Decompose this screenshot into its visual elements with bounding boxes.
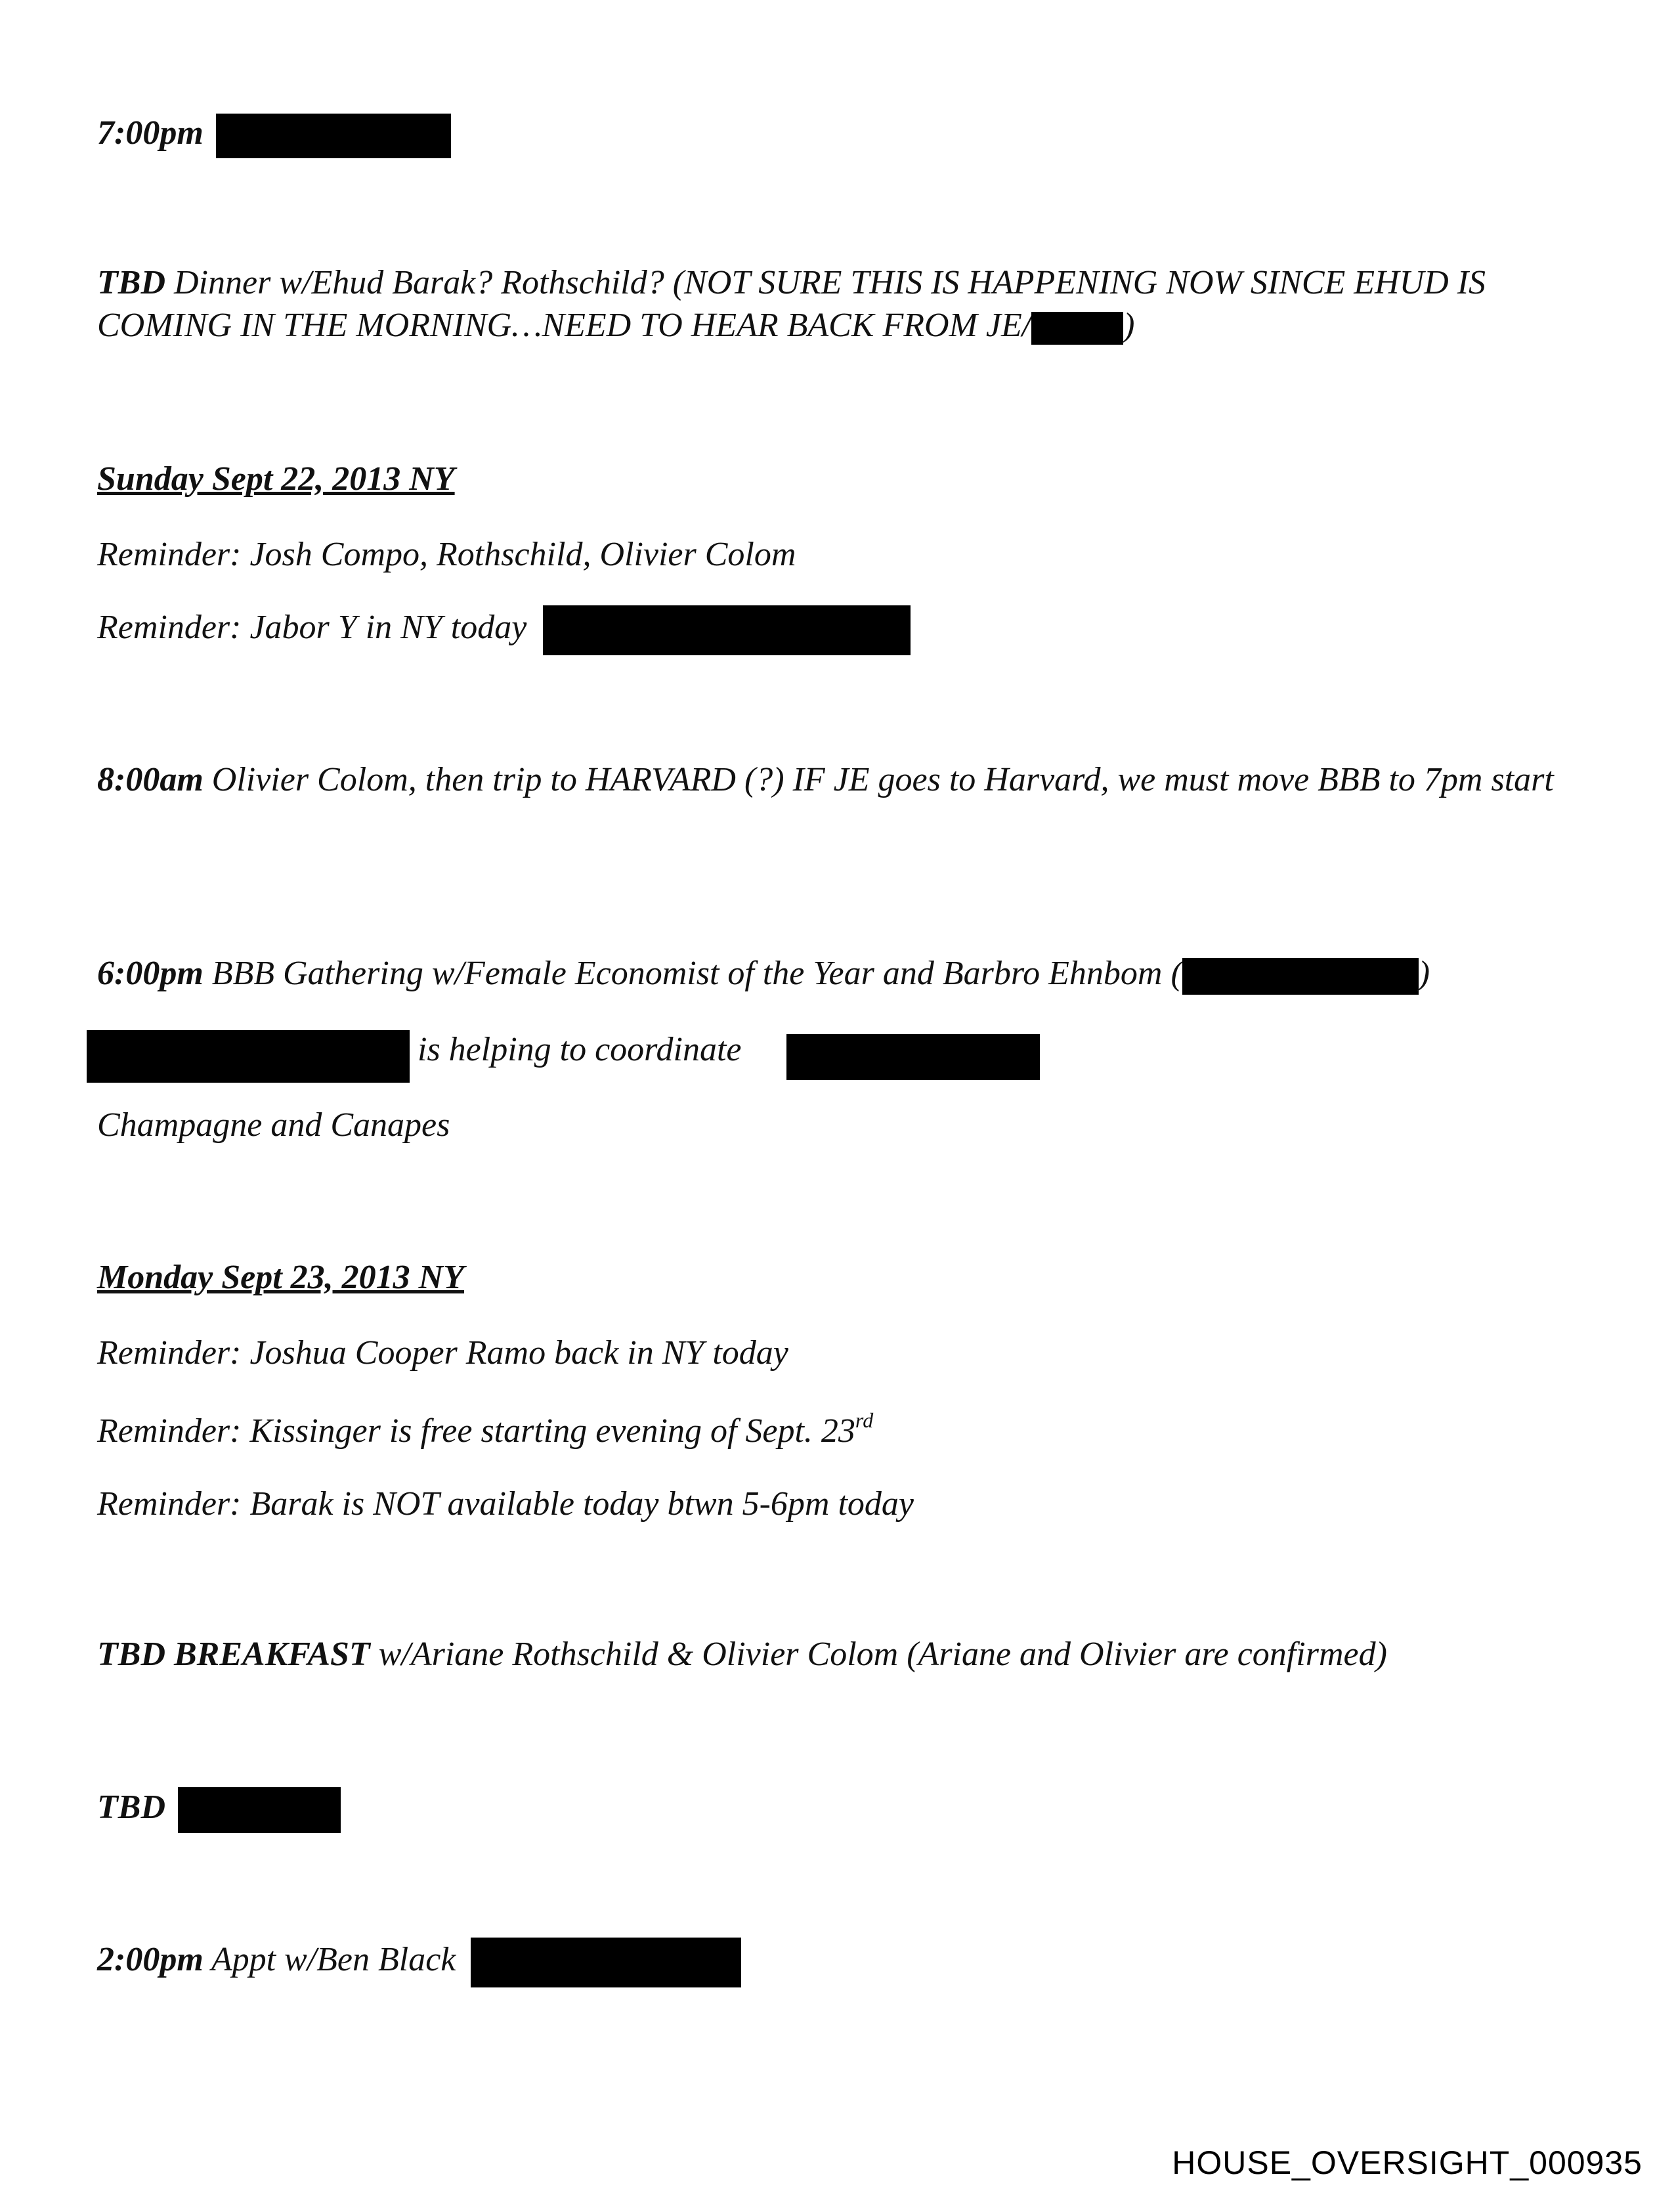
reminder-line-jabor <box>97 605 911 655</box>
redaction-box <box>178 1787 341 1833</box>
reminder-line: Reminder: Barak is NOT available today btwn 5-6pm today <box>97 1485 914 1523</box>
redaction-box <box>786 1034 1040 1080</box>
redaction-box <box>216 114 451 158</box>
redaction-box <box>87 1030 410 1083</box>
entry-text: Dinner w/Ehud Barak? Rothschild? (NOT SURE THIS IS HAPPENING NOW SINCE EHUD IS COMING IN THE MORNING…NEED TO HEAR BACK FROM JE/ <box>97 264 1486 344</box>
redaction-box <box>543 605 911 655</box>
entry-text: BBB Gathering w/Female Economist of the Year and Barbro Ehnbom <box>203 955 1163 992</box>
reminder-line: Reminder: Joshua Cooper Ramo back in NY today <box>97 1334 788 1372</box>
entry-time: 2:00pm <box>97 1940 204 1978</box>
entry-8am <box>97 758 1581 801</box>
entry-7pm <box>97 112 451 158</box>
ordinal-suffix: rd <box>855 1408 874 1432</box>
redaction-box <box>1182 958 1419 995</box>
entry-tbd-breakfast <box>97 1633 1387 1676</box>
entry-text: Appt w/Ben Black <box>203 1940 456 1978</box>
day-heading-monday: Monday Sept 23, 2013 NY <box>97 1259 464 1296</box>
entry-label: TBD BREAKFAST <box>97 1636 370 1673</box>
entry-tbd <box>97 1786 341 1833</box>
entry-label: TBD <box>97 264 165 301</box>
reminder-line: Reminder: Josh Compo, Rothschild, Olivier Colom <box>97 536 796 573</box>
entry-text: Olivier Colom, then trip to HARVARD (?) IF JE goes to Harvard, we must move BBB to 7pm start <box>203 761 1554 798</box>
paren-open: ( <box>1170 955 1182 992</box>
bates-number: HOUSE_OVERSIGHT_000935 <box>1172 2144 1642 2181</box>
coordinate-line <box>418 1028 741 1071</box>
entry-6pm <box>97 952 1430 995</box>
paren-close: ) <box>1418 955 1430 992</box>
redaction-box <box>471 1938 741 1987</box>
entry-text-tail: ) <box>1123 307 1135 344</box>
entry-time: 7:00pm <box>97 114 204 152</box>
entry-time: 8:00am <box>97 761 204 798</box>
entry-text: w/Ariane Rothschild & Olivier Colom (Ariane and Olivier are confirmed) <box>370 1636 1387 1673</box>
reminder-text: Reminder: Kissinger is free starting evening of Sept. 23 <box>97 1412 855 1450</box>
reminder-text: Reminder: Jabor Y in NY today <box>97 608 527 646</box>
entry-2pm <box>97 1938 741 1987</box>
entry-tbd-dinner <box>97 261 1581 347</box>
day-heading-sunday: Sunday Sept 22, 2013 NY <box>97 460 455 498</box>
reminder-line-kissinger <box>97 1407 873 1452</box>
coordinate-text: is helping to coordinate <box>418 1031 742 1068</box>
entry-label: TBD <box>97 1789 165 1826</box>
entry-time: 6:00pm <box>97 955 204 992</box>
redaction-box <box>1031 312 1123 345</box>
note-line: Champagne and Canapes <box>97 1106 450 1144</box>
